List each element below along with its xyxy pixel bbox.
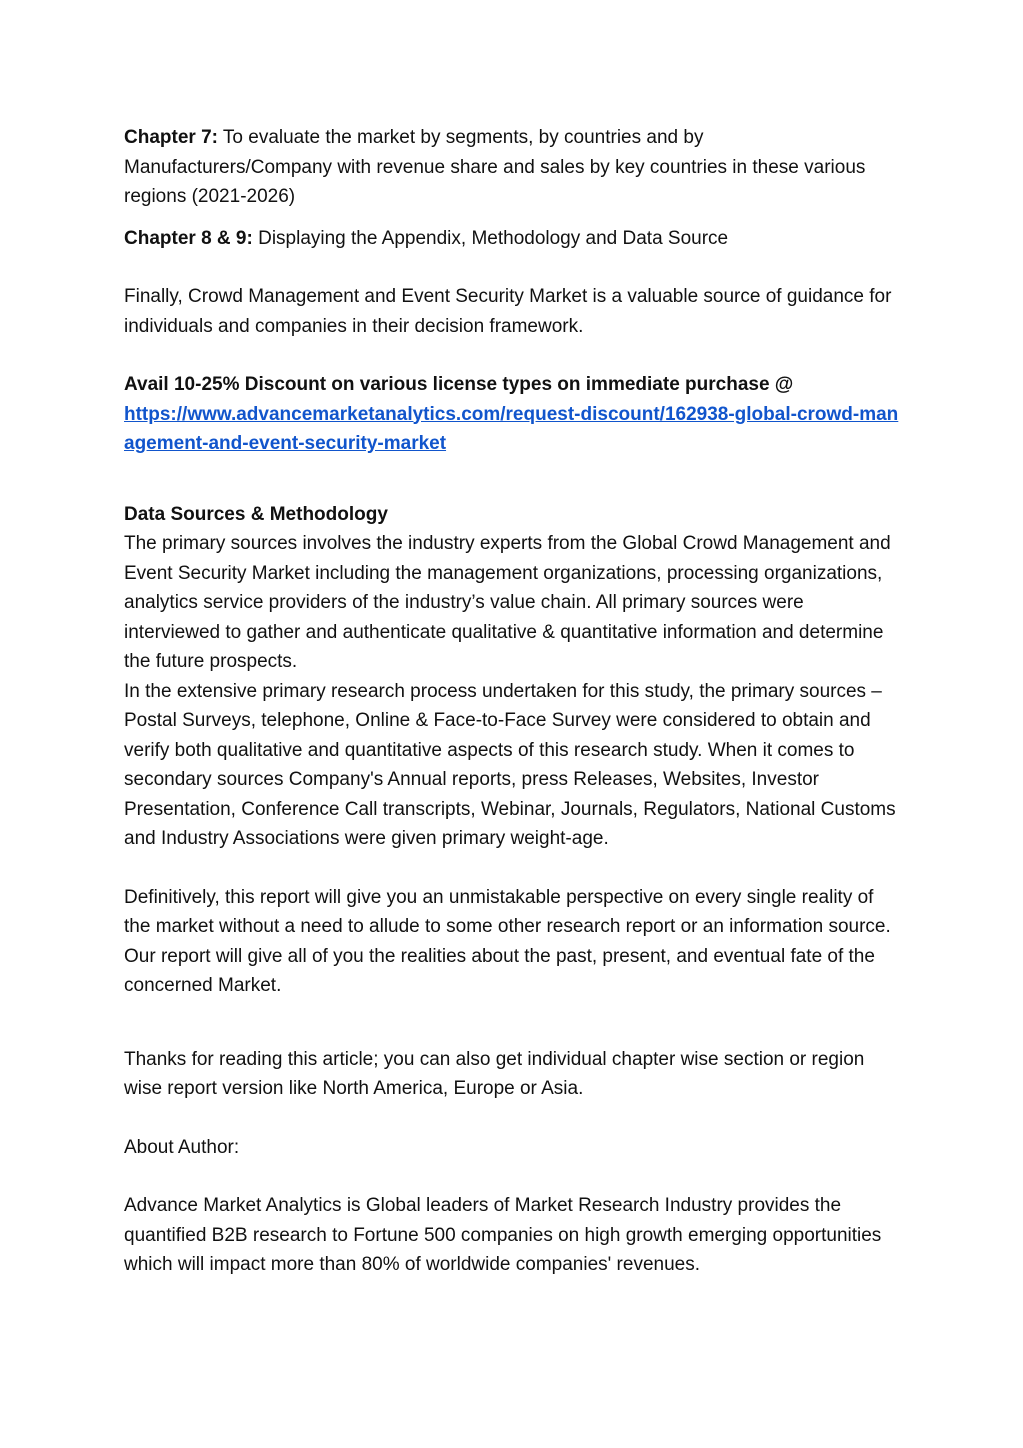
discount-heading: Avail 10-25% Discount on various license types on immediate purchase @ <box>124 374 794 395</box>
chapter-8-9-label: Chapter 8 & 9: <box>124 227 253 249</box>
chapter-8-9-paragraph <box>124 224 904 254</box>
document-body <box>124 123 904 1280</box>
thanks-paragraph: Thanks for reading this article; you can also get individual chapter wise section or region wise report version like North America, Europe or Asia. <box>124 1048 865 1099</box>
chapter-7-label: Chapter 7: <box>124 127 218 148</box>
definitively-paragraph: Definitively, this report will give you an unmistakable perspective on every single reality of the market without a need to allude to some other research report or an information source. Our report will give all of you the realities about the past, present, and eventual fate of the concerned Market. <box>124 886 891 996</box>
about-author-body: Advance Market Analytics is Global leaders of Market Research Industry provides the quantified B2B research to Fortune 500 companies on high growth emerging opportunities which will impact more than 80% of worldwide companies' revenues. <box>124 1195 882 1275</box>
data-sources-heading: Data Sources & Methodology <box>124 503 388 525</box>
chapter-8-9-text: Displaying the Appendix, Methodology and Data Source <box>252 227 729 249</box>
discount-paragraph <box>124 370 904 459</box>
data-sources-body: The primary sources involves the industry experts from the Global Crowd Management and Event Security Market including the management organizations, processing organizations, analytics service providers of the industry’s value chain. All primary sources were interviewed to gather and authenticate qualitative & quantitative information and determine the future prospects. <box>124 533 891 672</box>
discount-link[interactable]: https://www.advancemarketanalytics.com/request-discount/162938-global-crowd-management-and-event-security-market <box>124 403 899 454</box>
finally-paragraph: Finally, Crowd Management and Event Security Market is a valuable source of guidance for individuals and companies in their decision framework. <box>124 286 892 337</box>
chapter-7-text: To evaluate the market by segments, by countries and by Manufacturers/Company with revenue share and sales by key countries in these various regions (2021-2026) <box>124 127 866 207</box>
chapter-7-paragraph <box>124 123 904 212</box>
data-sources-body-2: In the extensive primary research process undertaken for this study, the primary sources – Postal Surveys, telephone, Online & Face-to-Face Survey were considered to obtain and verify both qualitative and quantitative aspects of this research study. When it comes to secondary sources Company's Annual reports, press Releases, Websites, Investor Presentation, Conference Call transcripts, Webinar, Journals, Regulators, National Customs and Industry Associations were given primary weight-age. <box>124 680 896 849</box>
about-author-heading: About Author: <box>124 1136 240 1158</box>
